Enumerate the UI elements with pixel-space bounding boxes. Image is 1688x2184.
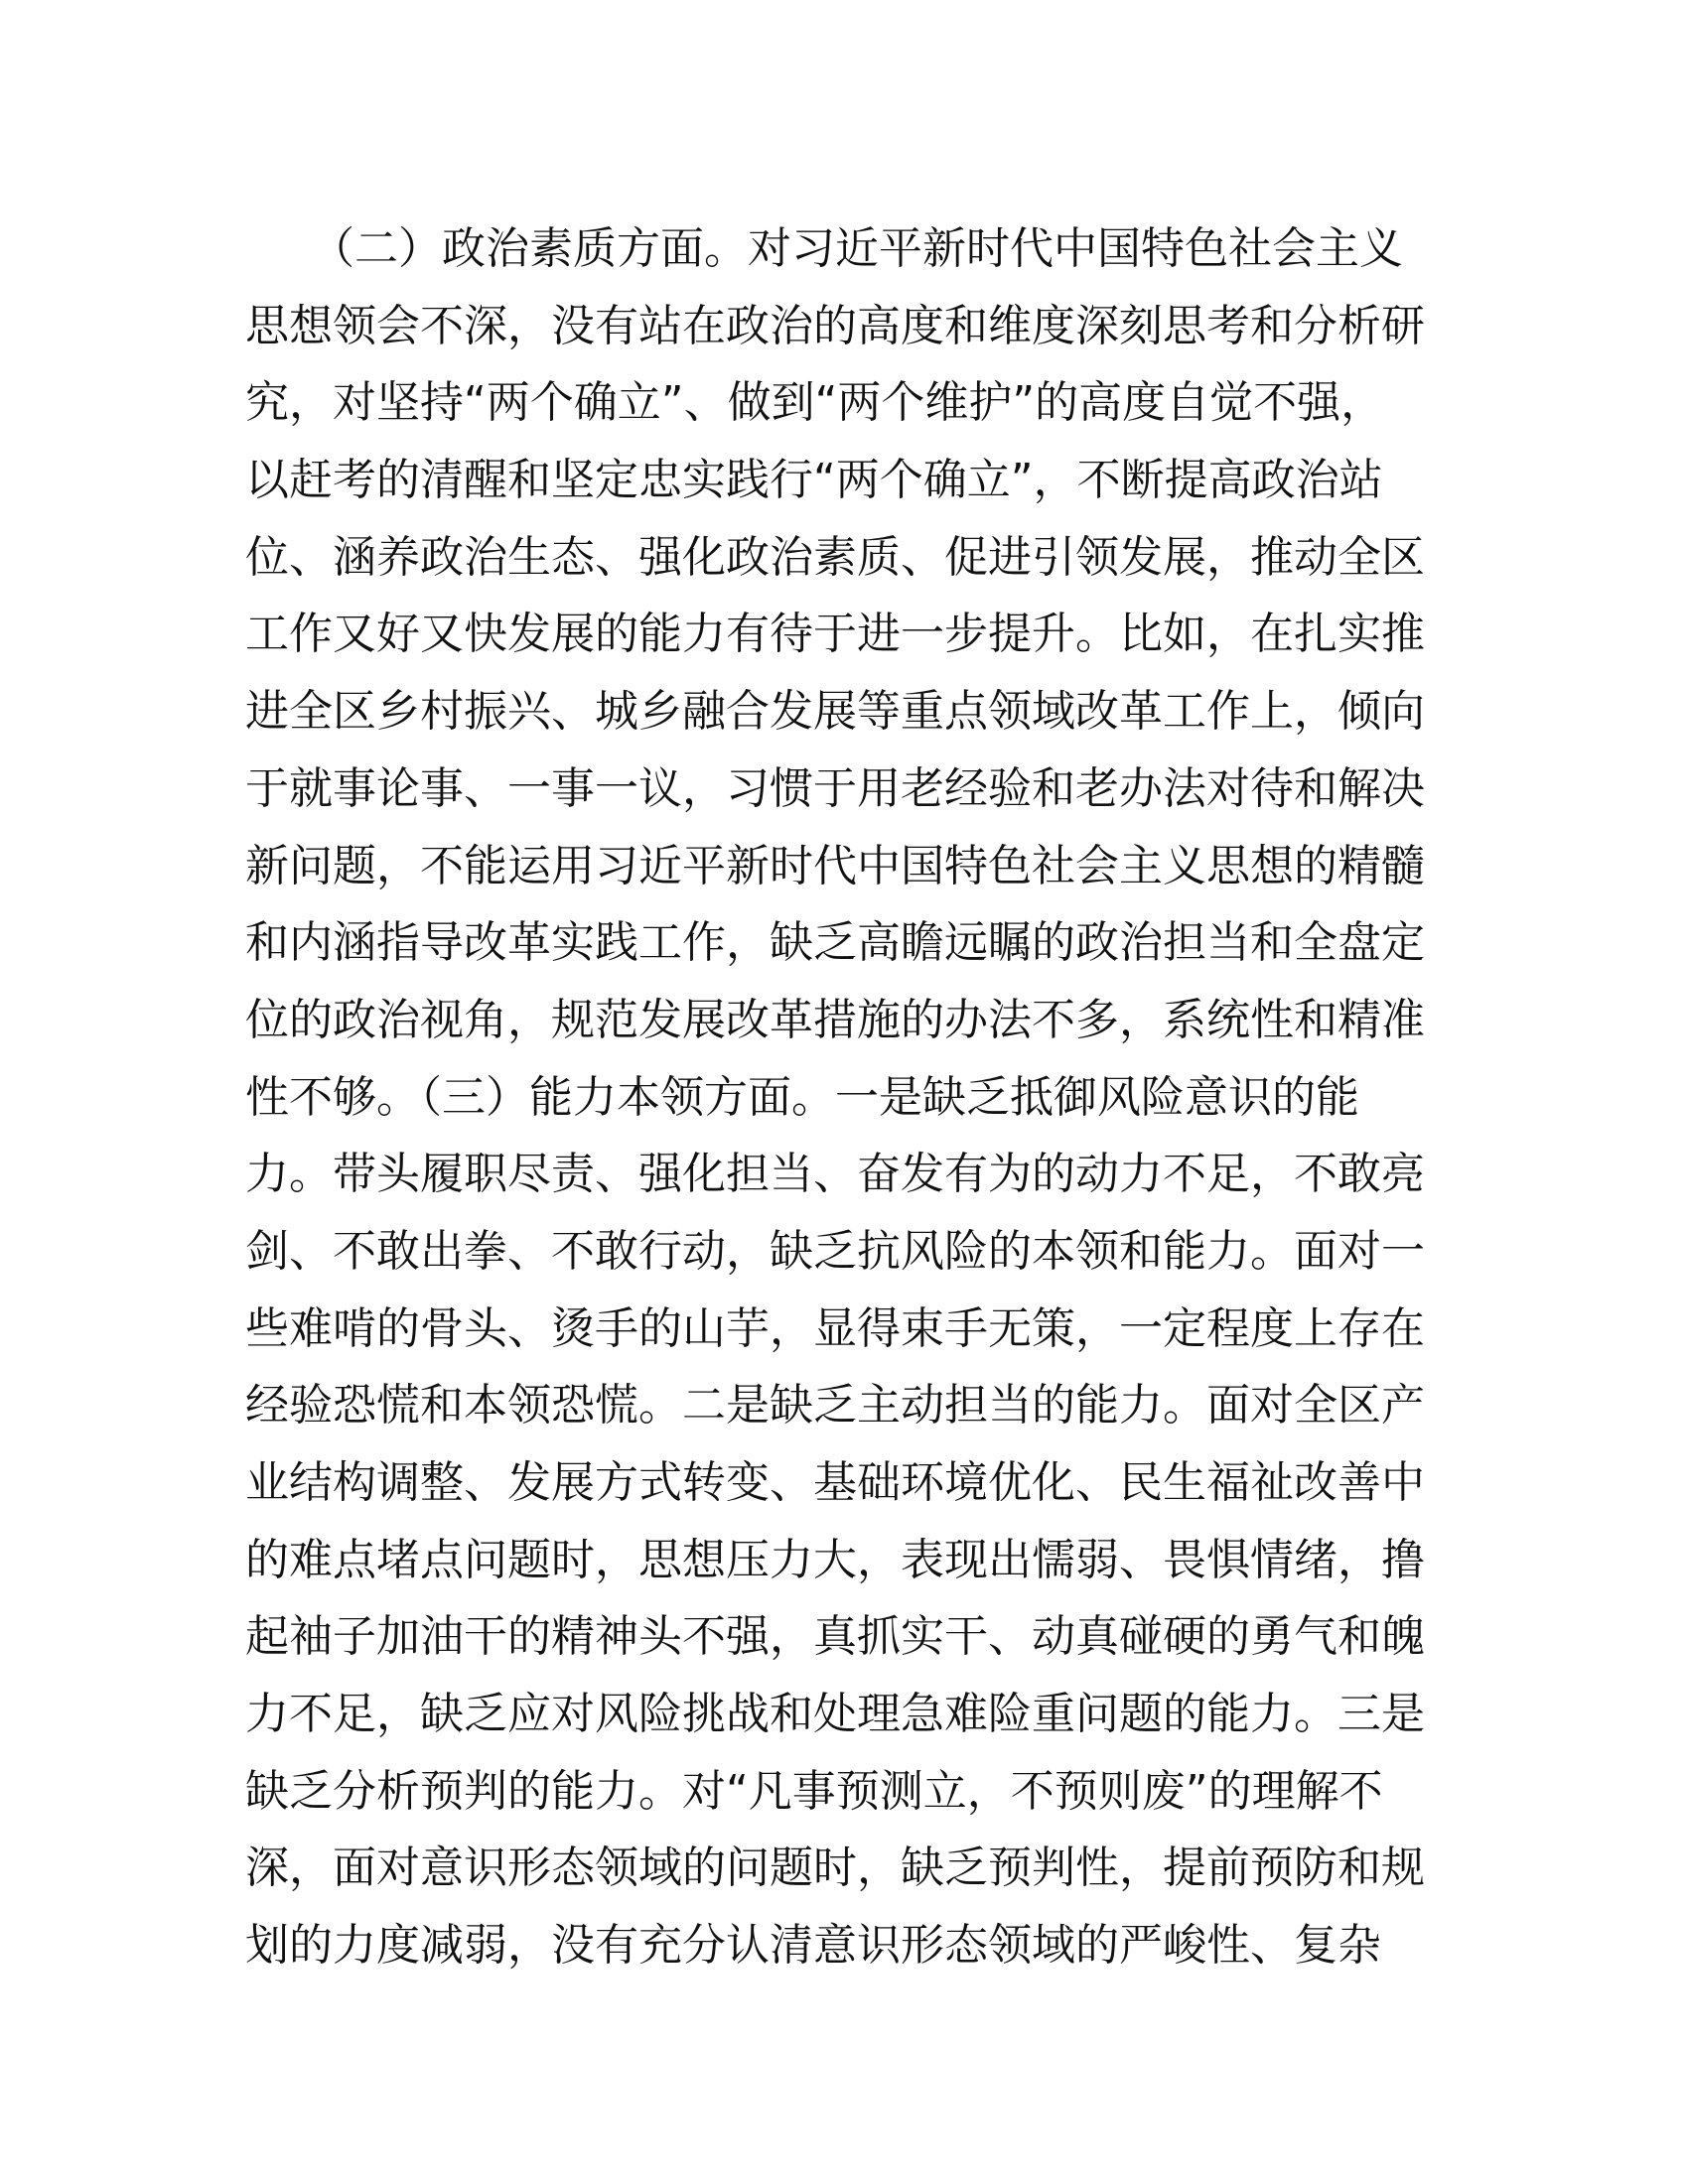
- text-line: 缺乏分析预判的能力。对“凡事预测立，不预则废”的理解不: [245, 1765, 1383, 1817]
- text-line: 深，面对意识形态领域的问题时，缺乏预判性，提前预防和规: [245, 1843, 1425, 1894]
- text-line: 划的力度减弱，没有充分认清意识形态领域的严峻性、复杂: [245, 1920, 1381, 1972]
- text-line: 力。带头履职尽责、强化担当、奋发有为的动力不足，不敢亮: [245, 1149, 1425, 1200]
- text-line: 进全区乡村振兴、城乡融合发展等重点领域改革工作上，倾向: [245, 686, 1425, 738]
- text-line: 力不足，缺乏应对风险挑战和处理急难险重问题的能力。三是: [245, 1689, 1425, 1740]
- text-line: 业结构调整、发展方式转变、基础环境优化、民生福祉改善中: [245, 1457, 1425, 1508]
- text-line: 性不够。（三）能力本领方面。一是缺乏抵御风险意识的能: [245, 1071, 1359, 1123]
- text-line: 位的政治视角，规范发展改革措施的办法不多，系统性和精准: [245, 994, 1425, 1045]
- text-line: 新问题，不能运用习近平新时代中国特色社会主义思想的精髓: [245, 840, 1425, 891]
- text-line: 起袖子加油干的精神头不强，真抓实干、动真碰硬的勇气和魄: [245, 1611, 1425, 1663]
- text-line: （二）政治素质方面。对习近平新时代中国特色社会主义: [245, 223, 1403, 274]
- text-line: 究，对坚持“两个确立”、做到“两个维护”的高度自觉不强，: [245, 377, 1385, 429]
- text-line: 位、涵养政治生态、强化政治素质、促进引领发展，推动全区: [245, 531, 1425, 583]
- text-line: 工作又好又快发展的能力有待于进一步提升。比如，在扎实推: [245, 609, 1425, 660]
- text-line: 于就事论事、一事一议，习惯于用老经验和老办法对待和解决: [245, 762, 1425, 814]
- text-line: 的难点堵点问题时，思想压力大，表现出懦弱、畏惧情绪，撸: [245, 1534, 1425, 1585]
- text-line: 思想领会不深，没有站在政治的高度和维度深刻思考和分析研: [245, 300, 1425, 351]
- text-line: 经验恐慌和本领恐慌。二是缺乏主动担当的能力。面对全区产: [245, 1380, 1425, 1432]
- text-line: 剑、不敢出拳、不敢行动，缺乏抗风险的本领和能力。面对一: [245, 1225, 1425, 1277]
- text-line: 和内涵指导改革实践工作，缺乏高瞻远瞩的政治担当和全盘定: [245, 917, 1425, 969]
- body-paragraph: [245, 210, 1447, 1984]
- text-line: 以赶考的清醒和坚定忠实践行“两个确立”，不断提高政治站: [245, 455, 1383, 506]
- text-line: 些难啃的骨头、烫手的山芋，显得束手无策，一定程度上存在: [245, 1302, 1425, 1354]
